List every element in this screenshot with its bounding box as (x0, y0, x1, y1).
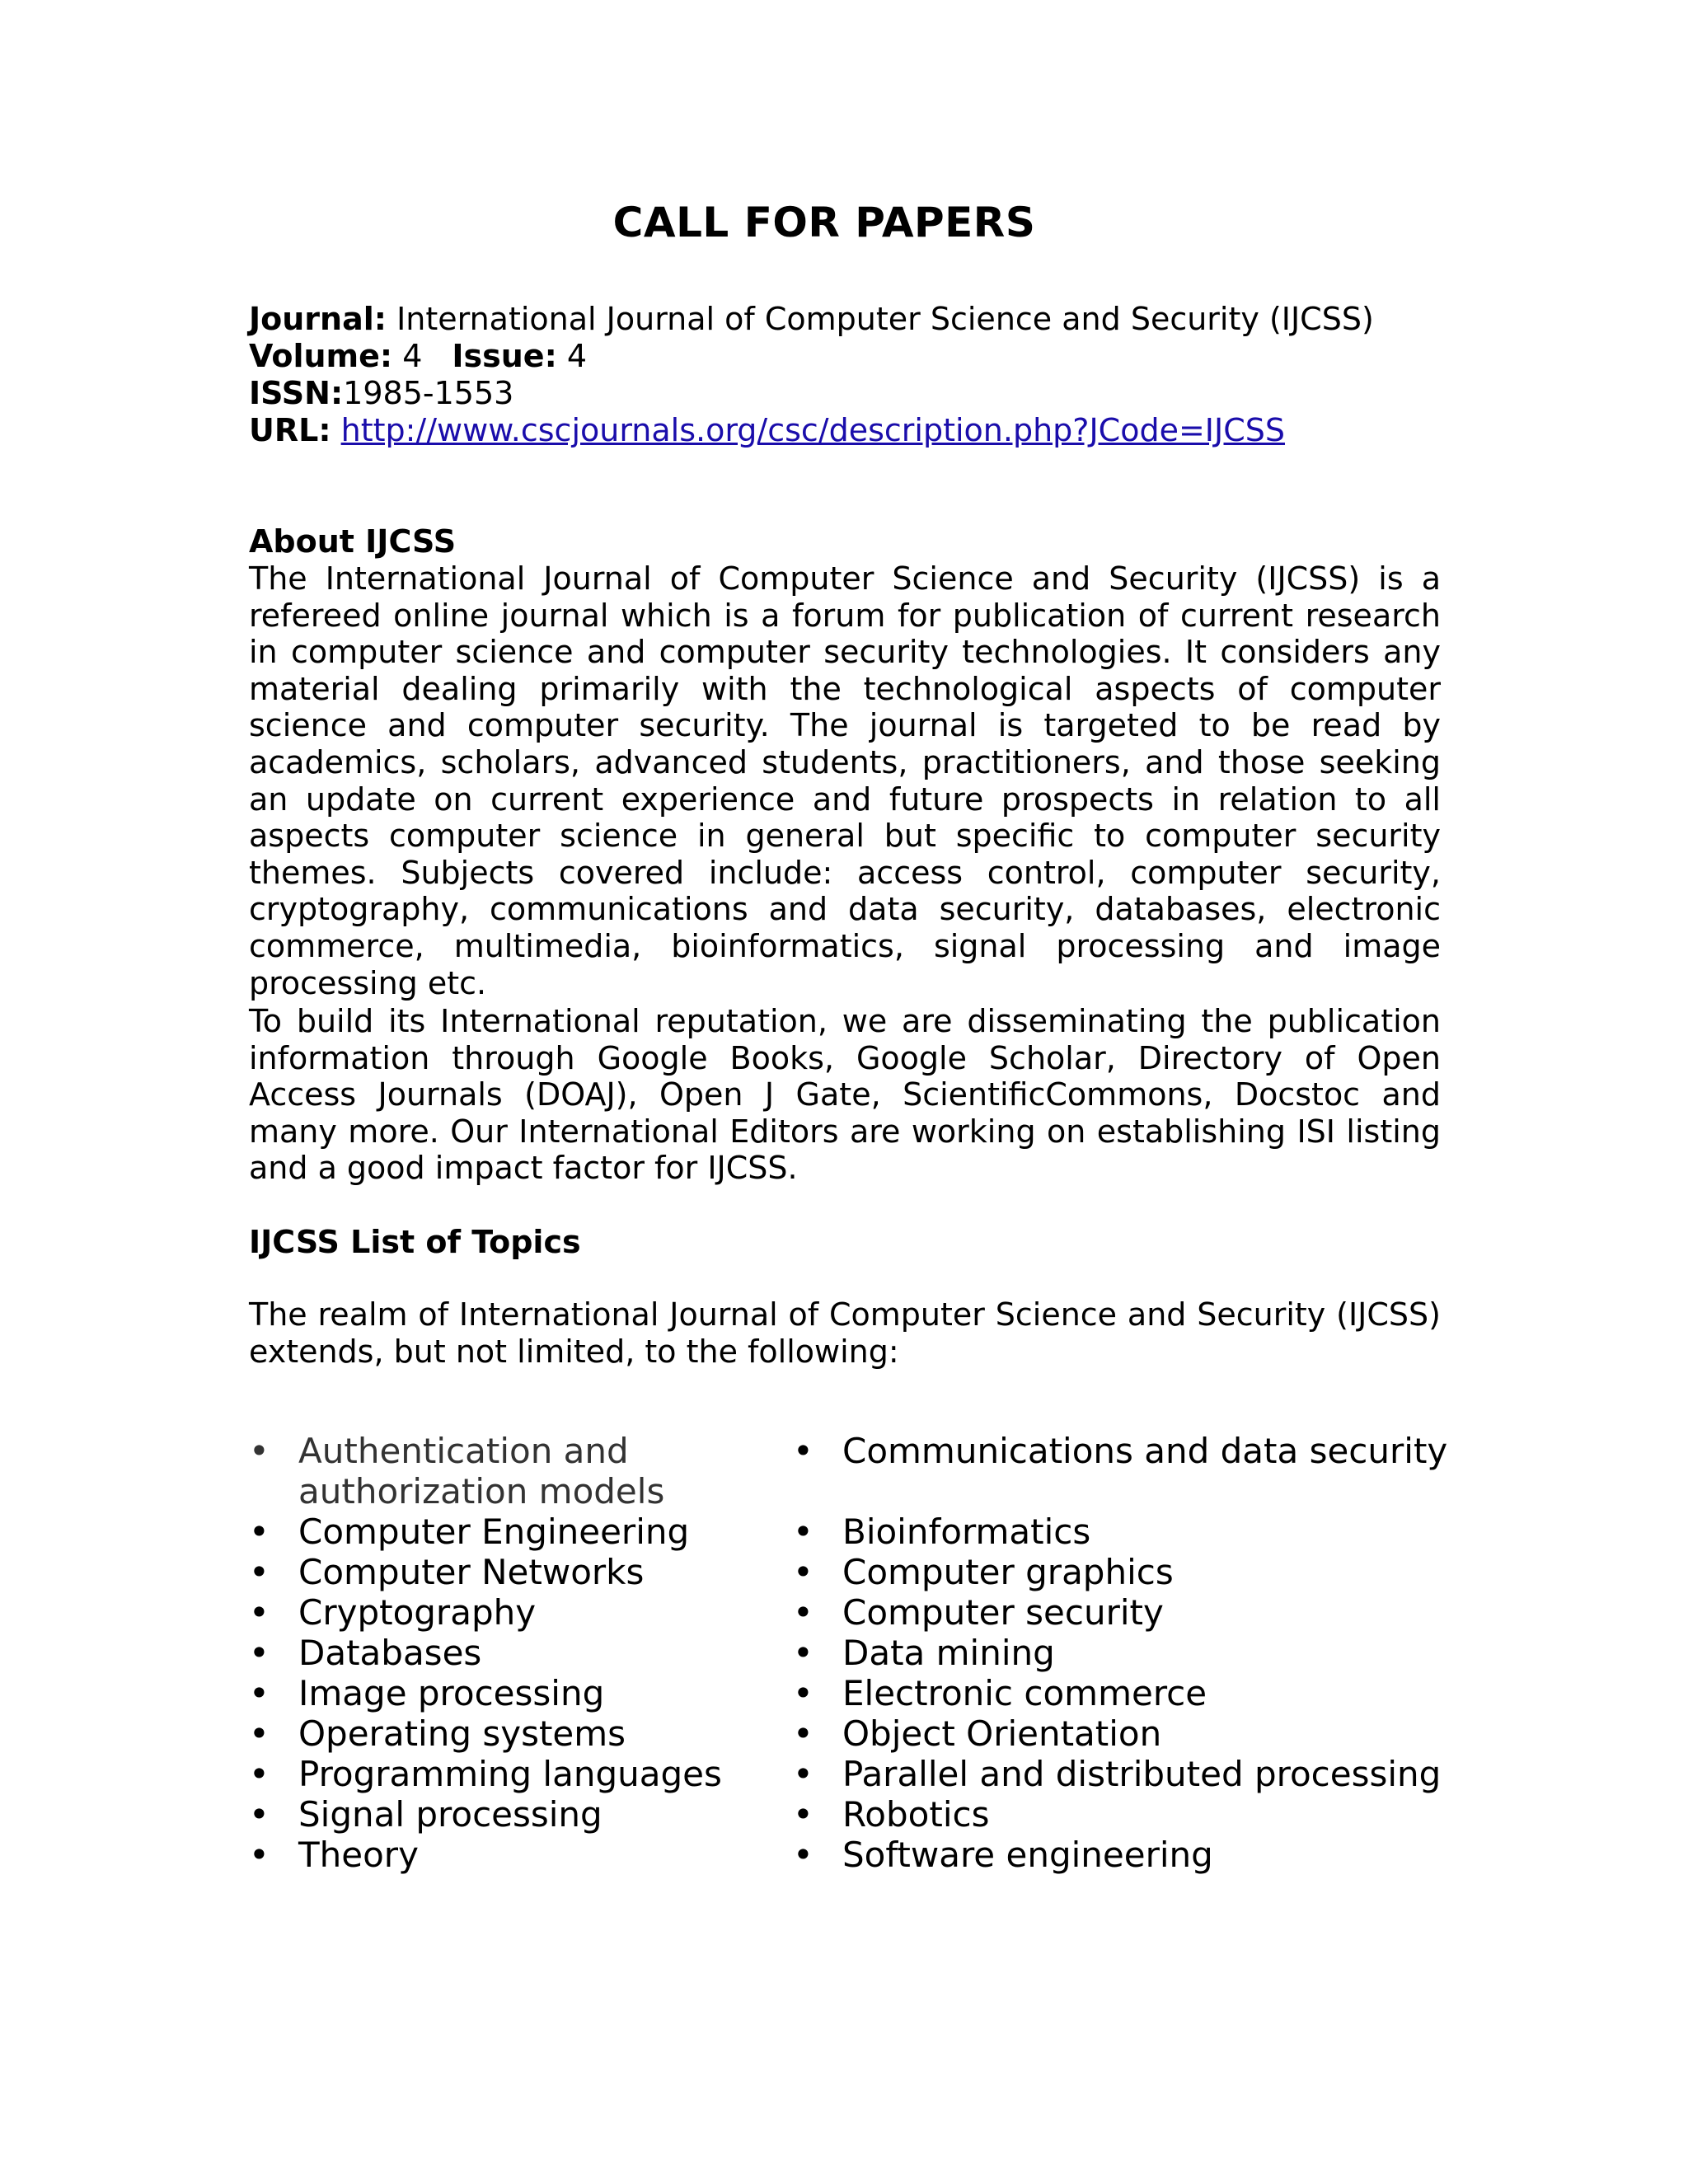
volume-label: Volume: (249, 338, 393, 374)
about-heading: About IJCSS (249, 523, 457, 560)
list-item: • Object Orientation (793, 1713, 1502, 1754)
about-section (249, 523, 1441, 1001)
volume-value: 4 (402, 338, 423, 374)
page-title: CALL FOR PAPERS (612, 199, 1036, 246)
list-item: • Image processing (249, 1673, 743, 1713)
list-item: • Computer Networks (249, 1552, 743, 1592)
journal-meta (249, 301, 1444, 449)
about-paragraph: The International Journal of Computer Science and Security (IJCSS) is a refereed online journal which is a forum for publication of current research in computer science and computer security technologies. It considers any material dealing primarily with the technological aspects of computer science and computer security. The journal is targeted to be read by academics, scholars, advanced students, practitioners, and those seeking an update on current experience and future prospects in relation to all aspects computer science in general but specific to computer security themes. Subjects covered include: access control, computer security, cryptography, communications and data security, databases, electronic commerce, multimedia, bioinformatics, signal processing and image processing etc. (249, 560, 1441, 1001)
url-row (249, 412, 1444, 449)
journal-value: International Journal of Computer Science and Security (IJCSS) (396, 301, 1374, 337)
issn-row (249, 375, 1444, 412)
list-item: • Signal processing (249, 1794, 743, 1835)
list-item: • Operating systems (249, 1713, 743, 1754)
list-item: • Robotics (793, 1794, 1502, 1835)
issue-value: 4 (566, 338, 588, 374)
topics-intro-section (249, 1296, 1441, 1370)
list-item: • Cryptography (249, 1592, 743, 1633)
issn-value: 1985-1553 (343, 375, 514, 411)
url-label: URL: (249, 412, 331, 448)
issue-label: Issue: (452, 338, 557, 374)
list-item: • Data mining (793, 1633, 1502, 1673)
list-item: • Computer security (793, 1592, 1502, 1633)
list-item: • Communications and data security (793, 1431, 1502, 1471)
list-item: • Computer graphics (793, 1552, 1502, 1592)
list-item: • Electronic commerce (793, 1673, 1502, 1713)
list-item: • Parallel and distributed processing (793, 1754, 1502, 1794)
journal-url-link[interactable]: http://www.cscjournals.org/csc/description.php?JCode=IJCSS (340, 412, 1285, 448)
topics-left-column (249, 1431, 743, 1875)
volume-issue-row (249, 338, 1444, 375)
list-item: • Computer Engineering (249, 1511, 743, 1552)
issn-label: ISSN: (249, 375, 344, 411)
list-item: • Software engineering (793, 1835, 1502, 1875)
journal-label: Journal: (249, 301, 387, 337)
reputation-paragraph: To build its International reputation, we are disseminating the publication information through Google Books, Google Scholar, Directory of Open Access Journals (DOAJ), Open J Gate, ScientificCommons, Docstoc and many more. Our International Editors are working on establishing ISI listing and a good impact factor for IJCSS. (249, 1003, 1441, 1187)
topics-heading: IJCSS List of Topics (249, 1224, 581, 1260)
topics-intro: The realm of International Journal of Computer Science and Security (IJCSS) extends, but not limited, to the following: (249, 1296, 1441, 1370)
topics-right-column (793, 1431, 1502, 1875)
journal-row (249, 301, 1444, 338)
list-item: • Theory (249, 1835, 743, 1875)
list-item: • Databases (249, 1633, 743, 1673)
list-item: • Authentication and authorization models (249, 1431, 743, 1511)
list-item: • Bioinformatics (793, 1511, 1502, 1552)
reputation-section (249, 1003, 1441, 1187)
list-item: • Programming languages (249, 1754, 743, 1794)
topics-heading-section (249, 1224, 1441, 1261)
